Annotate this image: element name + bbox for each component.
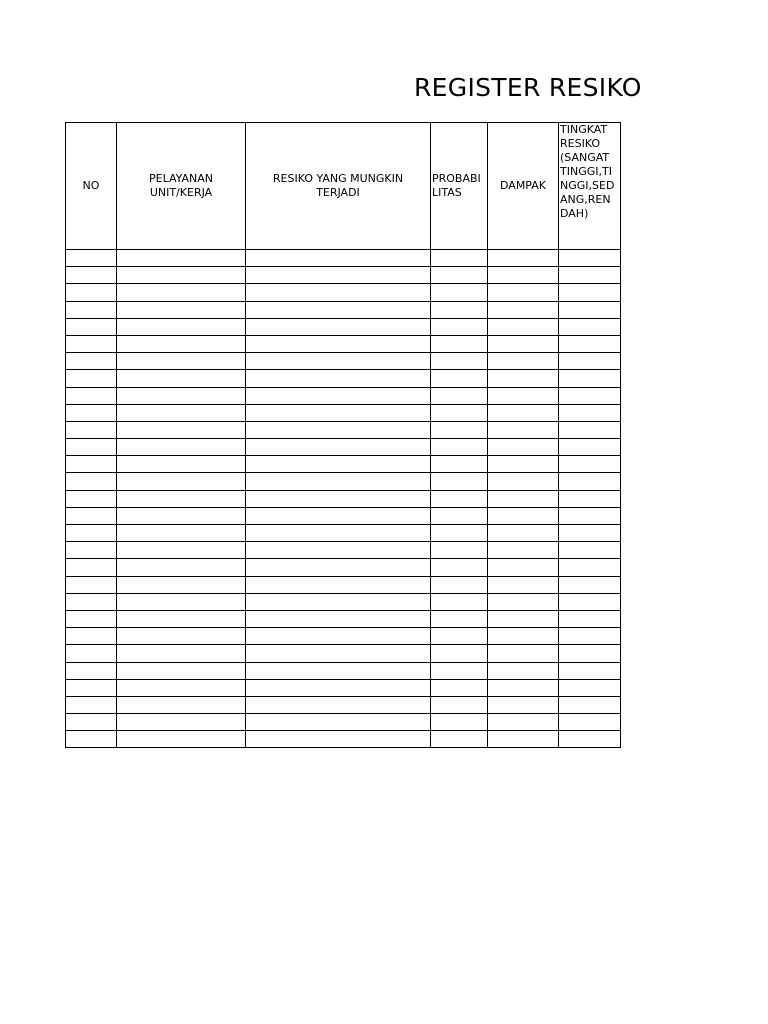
tingkat-cell — [559, 421, 621, 438]
probabilitas-cell — [431, 370, 488, 387]
resiko-cell — [246, 593, 431, 610]
dampak-cell — [488, 439, 559, 456]
resiko-cell — [246, 559, 431, 576]
pelayanan-cell — [117, 473, 246, 490]
pelayanan-cell — [117, 507, 246, 524]
tingkat-cell — [559, 370, 621, 387]
table-row — [66, 439, 621, 456]
tingkat-cell — [559, 628, 621, 645]
header-probabilitas: PROBABI LITAS — [431, 123, 488, 250]
pelayanan-cell — [117, 662, 246, 679]
probabilitas-cell — [431, 696, 488, 713]
probabilitas-cell — [431, 404, 488, 421]
dampak-cell — [488, 696, 559, 713]
table-row — [66, 267, 621, 284]
probabilitas-cell — [431, 301, 488, 318]
pelayanan-cell — [117, 593, 246, 610]
probabilitas-cell — [431, 714, 488, 731]
tingkat-cell — [559, 696, 621, 713]
tingkat-cell — [559, 507, 621, 524]
pelayanan-cell — [117, 576, 246, 593]
resiko-cell — [246, 714, 431, 731]
pelayanan-cell — [117, 421, 246, 438]
tingkat-cell — [559, 525, 621, 542]
probabilitas-cell — [431, 421, 488, 438]
dampak-cell — [488, 318, 559, 335]
pelayanan-cell — [117, 370, 246, 387]
table-row — [66, 318, 621, 335]
no-cell — [66, 404, 117, 421]
dampak-cell — [488, 421, 559, 438]
no-cell — [66, 490, 117, 507]
no-cell — [66, 525, 117, 542]
no-cell — [66, 679, 117, 696]
probabilitas-cell — [431, 576, 488, 593]
dampak-cell — [488, 473, 559, 490]
pelayanan-cell — [117, 404, 246, 421]
probabilitas-cell — [431, 473, 488, 490]
pelayanan-cell — [117, 353, 246, 370]
header-resiko-yang-mungkin-terjadi: RESIKO YANG MUNGKIN TERJADI — [246, 123, 431, 250]
pelayanan-cell — [117, 525, 246, 542]
probabilitas-cell — [431, 318, 488, 335]
no-cell — [66, 335, 117, 352]
no-cell — [66, 731, 117, 748]
probabilitas-cell — [431, 490, 488, 507]
header-row — [66, 123, 621, 250]
tingkat-cell — [559, 267, 621, 284]
pelayanan-cell — [117, 628, 246, 645]
tingkat-cell — [559, 714, 621, 731]
no-cell — [66, 421, 117, 438]
tingkat-cell — [559, 387, 621, 404]
tingkat-cell — [559, 439, 621, 456]
dampak-cell — [488, 593, 559, 610]
resiko-cell — [246, 576, 431, 593]
table-row — [66, 387, 621, 404]
probabilitas-cell — [431, 284, 488, 301]
tingkat-cell — [559, 645, 621, 662]
no-cell — [66, 593, 117, 610]
pelayanan-cell — [117, 610, 246, 627]
tingkat-cell — [559, 490, 621, 507]
no-cell — [66, 507, 117, 524]
no-cell — [66, 576, 117, 593]
resiko-cell — [246, 301, 431, 318]
probabilitas-cell — [431, 559, 488, 576]
table-row — [66, 421, 621, 438]
probabilitas-cell — [431, 525, 488, 542]
resiko-cell — [246, 525, 431, 542]
risk-register-table — [65, 122, 621, 748]
tingkat-cell — [559, 404, 621, 421]
tingkat-cell — [559, 662, 621, 679]
dampak-cell — [488, 456, 559, 473]
header-tingkat-resiko: TINGKAT RESIKO (SANGAT TINGGI,TI NGGI,SED ANG,REN DAH) — [559, 123, 621, 250]
resiko-cell — [246, 250, 431, 267]
resiko-cell — [246, 456, 431, 473]
table-row — [66, 404, 621, 421]
pelayanan-cell — [117, 387, 246, 404]
table-row — [66, 525, 621, 542]
probabilitas-cell — [431, 593, 488, 610]
document-title: REGISTER RESIKO — [414, 73, 642, 102]
table-row — [66, 490, 621, 507]
probabilitas-cell — [431, 610, 488, 627]
resiko-cell — [246, 731, 431, 748]
resiko-cell — [246, 284, 431, 301]
pelayanan-cell — [117, 490, 246, 507]
no-cell — [66, 456, 117, 473]
dampak-cell — [488, 542, 559, 559]
dampak-cell — [488, 645, 559, 662]
resiko-cell — [246, 439, 431, 456]
no-cell — [66, 353, 117, 370]
tingkat-cell — [559, 576, 621, 593]
pelayanan-cell — [117, 542, 246, 559]
dampak-cell — [488, 404, 559, 421]
no-cell — [66, 370, 117, 387]
table-row — [66, 456, 621, 473]
tingkat-cell — [559, 610, 621, 627]
table-row — [66, 645, 621, 662]
dampak-cell — [488, 610, 559, 627]
table-row — [66, 731, 621, 748]
no-cell — [66, 714, 117, 731]
pelayanan-cell — [117, 714, 246, 731]
dampak-cell — [488, 576, 559, 593]
no-cell — [66, 387, 117, 404]
resiko-cell — [246, 645, 431, 662]
dampak-cell — [488, 301, 559, 318]
probabilitas-cell — [431, 353, 488, 370]
table-row — [66, 559, 621, 576]
dampak-cell — [488, 387, 559, 404]
table-row — [66, 473, 621, 490]
no-cell — [66, 473, 117, 490]
resiko-cell — [246, 370, 431, 387]
probabilitas-cell — [431, 335, 488, 352]
probabilitas-cell — [431, 628, 488, 645]
table-row — [66, 593, 621, 610]
dampak-cell — [488, 714, 559, 731]
probabilitas-cell — [431, 507, 488, 524]
resiko-cell — [246, 318, 431, 335]
tingkat-cell — [559, 473, 621, 490]
tingkat-cell — [559, 301, 621, 318]
probabilitas-cell — [431, 267, 488, 284]
tingkat-cell — [559, 731, 621, 748]
tingkat-cell — [559, 559, 621, 576]
pelayanan-cell — [117, 456, 246, 473]
table-row — [66, 335, 621, 352]
tingkat-cell — [559, 456, 621, 473]
resiko-cell — [246, 387, 431, 404]
resiko-cell — [246, 679, 431, 696]
resiko-cell — [246, 610, 431, 627]
table-row — [66, 370, 621, 387]
table-row — [66, 628, 621, 645]
pelayanan-cell — [117, 645, 246, 662]
table-row — [66, 507, 621, 524]
probabilitas-cell — [431, 250, 488, 267]
table-row — [66, 284, 621, 301]
tingkat-cell — [559, 250, 621, 267]
tingkat-cell — [559, 353, 621, 370]
resiko-cell — [246, 335, 431, 352]
header-pelayanan-unit-kerja: PELAYANAN UNIT/KERJA — [117, 123, 246, 250]
resiko-cell — [246, 662, 431, 679]
no-cell — [66, 318, 117, 335]
no-cell — [66, 284, 117, 301]
tingkat-cell — [559, 593, 621, 610]
pelayanan-cell — [117, 267, 246, 284]
no-cell — [66, 559, 117, 576]
table-row — [66, 542, 621, 559]
pelayanan-cell — [117, 335, 246, 352]
table-row — [66, 679, 621, 696]
no-cell — [66, 662, 117, 679]
table-row — [66, 301, 621, 318]
resiko-cell — [246, 696, 431, 713]
resiko-cell — [246, 473, 431, 490]
probabilitas-cell — [431, 679, 488, 696]
no-cell — [66, 542, 117, 559]
table-row — [66, 696, 621, 713]
no-cell — [66, 610, 117, 627]
probabilitas-cell — [431, 645, 488, 662]
tingkat-cell — [559, 542, 621, 559]
no-cell — [66, 628, 117, 645]
table-row — [66, 714, 621, 731]
dampak-cell — [488, 662, 559, 679]
table-body — [66, 250, 621, 748]
table-row — [66, 353, 621, 370]
probabilitas-cell — [431, 542, 488, 559]
header-dampak: DAMPAK — [488, 123, 559, 250]
header-no: NO — [66, 123, 117, 250]
pelayanan-cell — [117, 250, 246, 267]
no-cell — [66, 696, 117, 713]
resiko-cell — [246, 404, 431, 421]
no-cell — [66, 267, 117, 284]
table-row — [66, 662, 621, 679]
pelayanan-cell — [117, 318, 246, 335]
resiko-cell — [246, 421, 431, 438]
tingkat-cell — [559, 679, 621, 696]
probabilitas-cell — [431, 731, 488, 748]
probabilitas-cell — [431, 456, 488, 473]
dampak-cell — [488, 284, 559, 301]
pelayanan-cell — [117, 731, 246, 748]
dampak-cell — [488, 559, 559, 576]
resiko-cell — [246, 628, 431, 645]
dampak-cell — [488, 525, 559, 542]
pelayanan-cell — [117, 301, 246, 318]
pelayanan-cell — [117, 696, 246, 713]
dampak-cell — [488, 267, 559, 284]
no-cell — [66, 645, 117, 662]
tingkat-cell — [559, 284, 621, 301]
dampak-cell — [488, 353, 559, 370]
probabilitas-cell — [431, 387, 488, 404]
probabilitas-cell — [431, 439, 488, 456]
dampak-cell — [488, 250, 559, 267]
dampak-cell — [488, 490, 559, 507]
no-cell — [66, 250, 117, 267]
resiko-cell — [246, 542, 431, 559]
resiko-cell — [246, 490, 431, 507]
resiko-cell — [246, 353, 431, 370]
pelayanan-cell — [117, 284, 246, 301]
no-cell — [66, 439, 117, 456]
no-cell — [66, 301, 117, 318]
pelayanan-cell — [117, 559, 246, 576]
dampak-cell — [488, 628, 559, 645]
tingkat-cell — [559, 335, 621, 352]
table-row — [66, 576, 621, 593]
dampak-cell — [488, 335, 559, 352]
title-container — [414, 70, 642, 106]
dampak-cell — [488, 507, 559, 524]
pelayanan-cell — [117, 439, 246, 456]
table-row — [66, 250, 621, 267]
table-row — [66, 610, 621, 627]
dampak-cell — [488, 679, 559, 696]
resiko-cell — [246, 267, 431, 284]
tingkat-cell — [559, 318, 621, 335]
dampak-cell — [488, 731, 559, 748]
resiko-cell — [246, 507, 431, 524]
pelayanan-cell — [117, 679, 246, 696]
dampak-cell — [488, 370, 559, 387]
probabilitas-cell — [431, 662, 488, 679]
